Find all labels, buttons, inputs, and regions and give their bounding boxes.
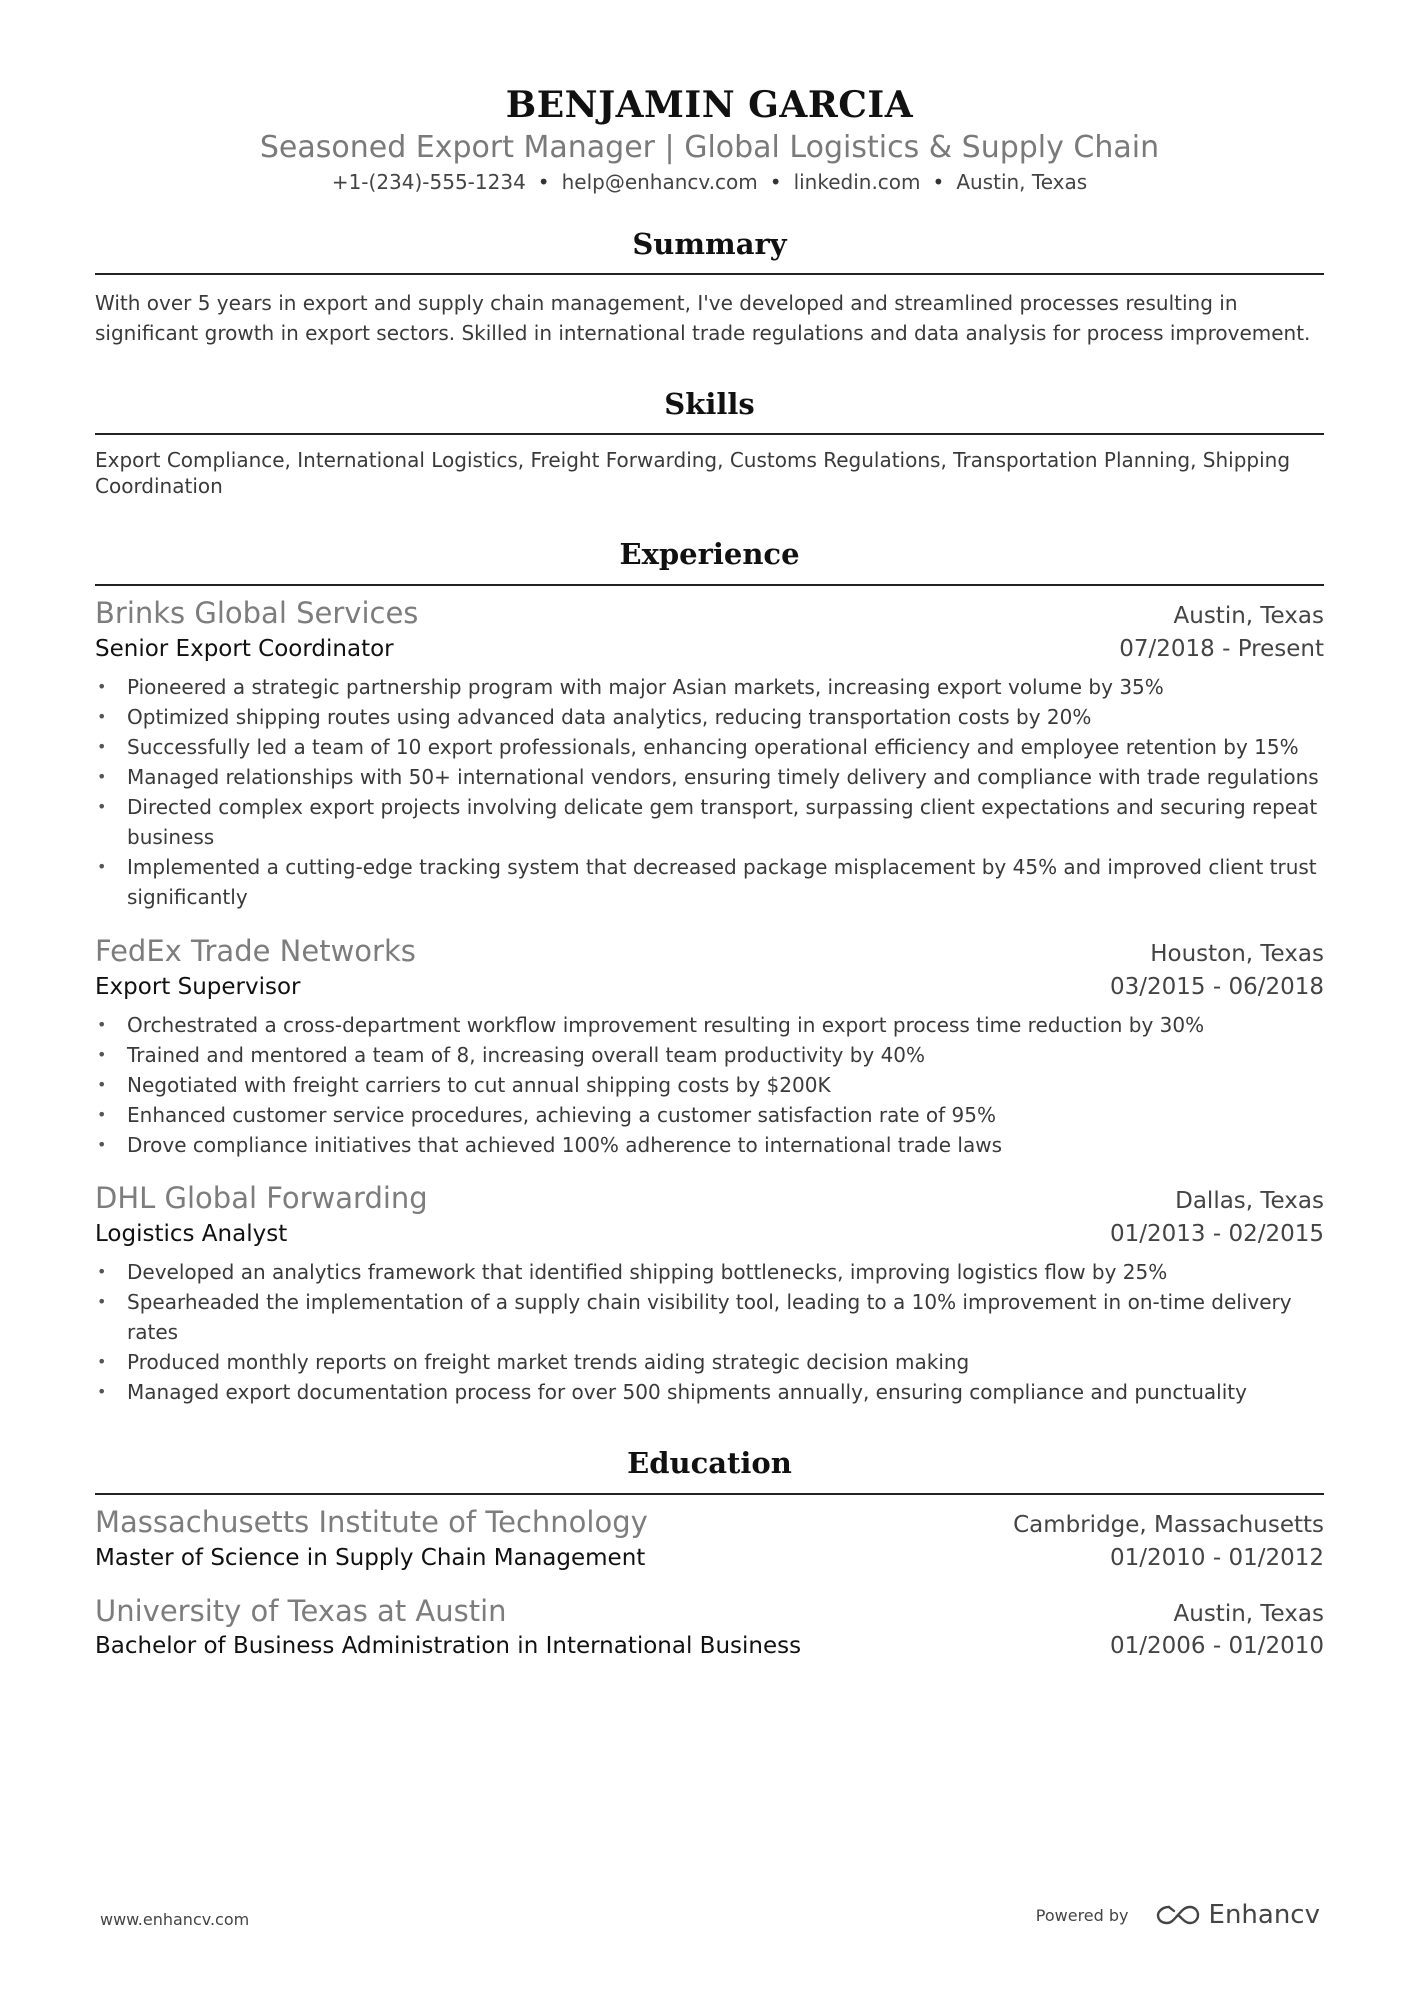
list-item: • Trained and mentored a team of 8, increasing overall team productivity by 40% <box>95 1040 1324 1070</box>
linkedin[interactable]: linkedin.com <box>793 170 921 194</box>
list-item: • Drove compliance initiatives that achieved 100% adherence to international trade laws <box>95 1130 1324 1160</box>
job-location: Houston, Texas <box>1150 941 1324 967</box>
list-item: • Optimized shipping routes using advanced data analytics, reducing transportation costs by 20% <box>95 702 1324 732</box>
job-bullets <box>95 1257 1324 1407</box>
list-item: • Managed export documentation process for over 500 shipments annually, ensuring compliance and punctuality <box>95 1377 1324 1407</box>
candidate-name: BENJAMIN GARCIA <box>505 84 914 126</box>
separator: • <box>769 170 782 194</box>
list-item: • Orchestrated a cross-department workflow improvement resulting in export process time reduction by 30% <box>95 1010 1324 1040</box>
list-item: • Implemented a cutting-edge tracking system that decreased package misplacement by 45% and improved client trust significantly <box>95 852 1324 912</box>
school-subheader <box>95 1545 1324 1571</box>
enhancv-logo-icon <box>1155 1903 1201 1927</box>
contact-line <box>95 170 1324 194</box>
skills-text: Export Compliance, International Logistics, Freight Forwarding, Customs Regulations, Transportation Planning, Shipping Coordination <box>95 448 1291 498</box>
list-item: • Negotiated with freight carriers to cut annual shipping costs by $200K <box>95 1070 1324 1100</box>
job-header <box>95 934 1324 968</box>
job-location: Dallas, Texas <box>1175 1188 1324 1214</box>
summary-title: Summary <box>632 227 787 261</box>
job-subheader <box>95 1221 1324 1247</box>
school-subheader <box>95 1633 1324 1659</box>
job-dates: 01/2013 - 02/2015 <box>1109 1221 1324 1247</box>
brand-name: Enhancv <box>1208 1900 1320 1930</box>
footer-website[interactable]: www.enhancv.com <box>100 1910 250 1929</box>
degree: Bachelor of Business Administration in International Business <box>95 1633 802 1659</box>
school-location: Cambridge, Massachusetts <box>1013 1512 1324 1538</box>
school-name: University of Texas at Austin <box>95 1594 507 1628</box>
section-divider <box>95 433 1324 435</box>
education-title: Education <box>627 1446 792 1480</box>
powered-by-label: Powered by <box>1035 1905 1129 1925</box>
section-divider <box>95 273 1324 275</box>
email[interactable]: help@enhancv.com <box>561 170 758 194</box>
list-item: • Managed relationships with 50+ international vendors, ensuring timely delivery and compliance with trade regulations <box>95 762 1324 792</box>
job-title: Logistics Analyst <box>95 1221 288 1247</box>
job-subheader <box>95 636 1324 662</box>
list-item: • Pioneered a strategic partnership program with major Asian markets, increasing export volume by 35% <box>95 672 1324 702</box>
company-name: FedEx Trade Networks <box>95 934 416 968</box>
school-dates: 01/2010 - 01/2012 <box>1109 1545 1324 1571</box>
headline: Seasoned Export Manager | Global Logistics & Supply Chain <box>259 130 1160 165</box>
location: Austin, Texas <box>956 170 1088 194</box>
company-name: DHL Global Forwarding <box>95 1181 428 1215</box>
list-item: • Produced monthly reports on freight market trends aiding strategic decision making <box>95 1347 1324 1377</box>
section-divider <box>95 1493 1324 1495</box>
list-item: • Directed complex export projects involving delicate gem transport, surpassing client expectations and securing repeat business <box>95 792 1324 852</box>
job-title: Export Supervisor <box>95 974 301 1000</box>
list-item: • Enhanced customer service procedures, achieving a customer satisfaction rate of 95% <box>95 1100 1324 1130</box>
job-dates: 07/2018 - Present <box>1119 636 1324 662</box>
job-header <box>95 1181 1324 1215</box>
experience-title: Experience <box>619 537 800 571</box>
section-divider <box>95 584 1324 586</box>
company-name: Brinks Global Services <box>95 596 419 630</box>
school-dates: 01/2006 - 01/2010 <box>1109 1633 1324 1659</box>
phone: +1-(234)-555-1234 <box>331 170 526 194</box>
school-header <box>95 1594 1324 1628</box>
summary-text: With over 5 years in export and supply chain management, I've developed and streamlined processes resulting in significant growth in export sectors. Skilled in international trade regulations and data analysis for process improvement. <box>95 291 1311 345</box>
skills-title: Skills <box>664 387 755 421</box>
list-item: • Developed an analytics framework that identified shipping bottlenecks, improving logistics flow by 25% <box>95 1257 1324 1287</box>
degree: Master of Science in Supply Chain Management <box>95 1545 646 1571</box>
job-subheader <box>95 974 1324 1000</box>
resume-page <box>95 0 1324 1995</box>
school-name: Massachusetts Institute of Technology <box>95 1505 648 1539</box>
job-bullets <box>95 1010 1324 1160</box>
job-header <box>95 596 1324 630</box>
list-item: • Successfully led a team of 10 export professionals, enhancing operational efficiency and employee retention by 15% <box>95 732 1324 762</box>
job-title: Senior Export Coordinator <box>95 636 394 662</box>
list-item: • Spearheaded the implementation of a supply chain visibility tool, leading to a 10% improvement in on-time delivery rates <box>95 1287 1324 1347</box>
school-location: Austin, Texas <box>1173 1601 1324 1627</box>
school-header <box>95 1505 1324 1539</box>
separator: • <box>932 170 945 194</box>
job-location: Austin, Texas <box>1173 603 1324 629</box>
job-dates: 03/2015 - 06/2018 <box>1109 974 1324 1000</box>
enhancv-logo[interactable] <box>1155 1900 1320 1930</box>
footer-branding <box>1036 1900 1320 1930</box>
separator: • <box>537 170 550 194</box>
job-bullets <box>95 672 1324 912</box>
